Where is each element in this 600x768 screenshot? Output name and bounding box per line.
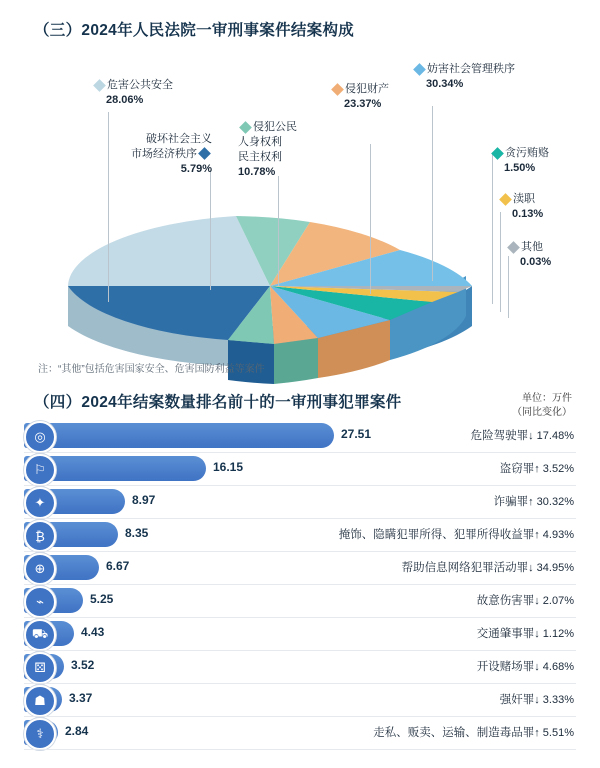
category-name: 走私、贩卖、运输、制造毒品罪 [373,727,535,739]
bar-value: 6.67 [106,559,130,573]
bar-category-label [477,592,574,608]
pie-wall-citizen-rights [274,338,318,384]
dice-icon: ⚄ [24,652,56,684]
row-divider [24,749,576,750]
bar-row [0,420,600,453]
category-name: 故意伤害罪 [476,595,535,607]
change-indicator: ↑ 5.51% [534,727,574,739]
legend-marker-social-order [413,63,426,76]
bar-value: 3.52 [71,658,95,672]
pie-slice-public-safety [68,216,270,286]
change-indicator: ↓ 3.33% [534,694,574,706]
legend-marker-property [331,83,344,96]
change-indicator: ↓ 1.12% [534,628,574,640]
bar-category-label [373,724,574,740]
car-crash-icon: ⛟ [24,619,56,651]
pie-label-public-safety: 危害公共安全 28.06% [92,78,173,108]
legend-marker-other [507,241,520,254]
syringe-icon: ⚕ [24,718,56,750]
leader-line-property [370,144,371,294]
change-indicator: ↓ 34.95% [528,562,574,574]
bar-value: 27.51 [341,427,372,441]
page-title-section-4: （四）2024年结案数量排名前十的一审刑事犯罪案件 [34,394,402,411]
change-indicator: ↓ 4.68% [534,661,574,673]
person-icon: ☗ [24,685,56,717]
bar-category-label [402,559,574,575]
category-name: 危险驾驶罪 [470,430,529,442]
bar-row [0,651,600,684]
bar-value: 2.84 [65,724,89,738]
bar-row [0,486,600,519]
pie-label-corruption: 贪污贿赂 1.50% [490,146,549,176]
bar-value: 16.15 [213,460,244,474]
pie-label-other: 其他 0.03% [506,240,551,270]
globe-icon: ⊕ [24,553,56,585]
pie-chart-area [0,44,600,364]
category-name: 强奸罪 [499,694,535,706]
pie-label-property: 侵犯财产 23.37% [330,82,389,112]
category-name: 盗窃罪 [499,463,535,475]
bar-category-label [494,493,574,509]
pie-label-citizen-rights: 侵犯公民 人身权利 民主权利 10.78% [238,121,297,178]
bar-category-label [500,691,574,707]
bar-chart [0,420,600,750]
knife-icon: ⌁ [24,586,56,618]
leader-line-social-order [432,106,433,281]
bar-category-label [500,460,574,476]
page-title-section-3: （三）2024年人民法院一审刑事案件结案构成 [34,22,355,39]
legend-marker-citizen-rights [239,121,252,134]
pie-label-social-order: 妨害社会管理秩序 30.34% [412,62,515,92]
bar-row [0,618,600,651]
bar-category-label [477,658,574,674]
category-name: 诈骗罪 [493,496,529,508]
money-bag-icon: ₿ [24,520,56,552]
bar-value: 4.43 [81,625,105,639]
legend-marker-corruption [491,147,504,160]
change-indicator: ↑ 3.52% [534,463,574,475]
category-name: 帮助信息网络犯罪活动罪 [401,562,529,574]
bar-row [0,684,600,717]
bar-category-label [477,625,574,641]
leader-line-citizen-rights [278,176,279,286]
unit-line-1: 单位：万件 [522,393,572,404]
change-indicator: ↑ 30.32% [528,496,574,508]
unit-note [512,392,572,419]
steering-wheel-icon: ◎ [24,421,56,453]
pie-label-market-order: 破坏社会主义 市场经济秩序 5.79% [131,133,212,175]
bar-value: 5.25 [90,592,114,606]
chart-note: 注：“其他”包括危害国家安全、危害国防利益等案件 [38,364,265,375]
bar-category-label [471,427,574,443]
bar-category-label [339,526,574,542]
category-name: 开设赌场罪 [476,661,535,673]
leader-line-market-order [210,170,211,290]
unit-line-2: （同比变化） [512,406,572,418]
leader-line-corruption [492,154,493,304]
bar-value: 8.97 [132,493,156,507]
legend-marker-market-order [198,148,211,161]
bar-row [0,585,600,618]
legend-marker-dereliction [499,193,512,206]
change-indicator: ↓ 17.48% [528,430,574,442]
bar-row [0,552,600,585]
change-indicator: ↓ 2.07% [534,595,574,607]
category-name: 掩饰、隐瞒犯罪所得、犯罪所得收益罪 [338,529,535,541]
category-name: 交通肇事罪 [476,628,535,640]
legend-marker-public-safety [93,79,106,92]
fraud-icon: ✦ [24,487,56,519]
bar [24,423,334,448]
bar-row [0,717,600,750]
change-indicator: ↑ 4.93% [534,529,574,541]
bar-row [0,519,600,552]
bar-value: 3.37 [69,691,93,705]
bar-row [0,453,600,486]
pie-label-dereliction: 渎职 0.13% [498,192,543,222]
leader-line-dereliction [500,212,501,312]
theft-icon: ⚐ [24,454,56,486]
bar-value: 8.35 [125,526,149,540]
